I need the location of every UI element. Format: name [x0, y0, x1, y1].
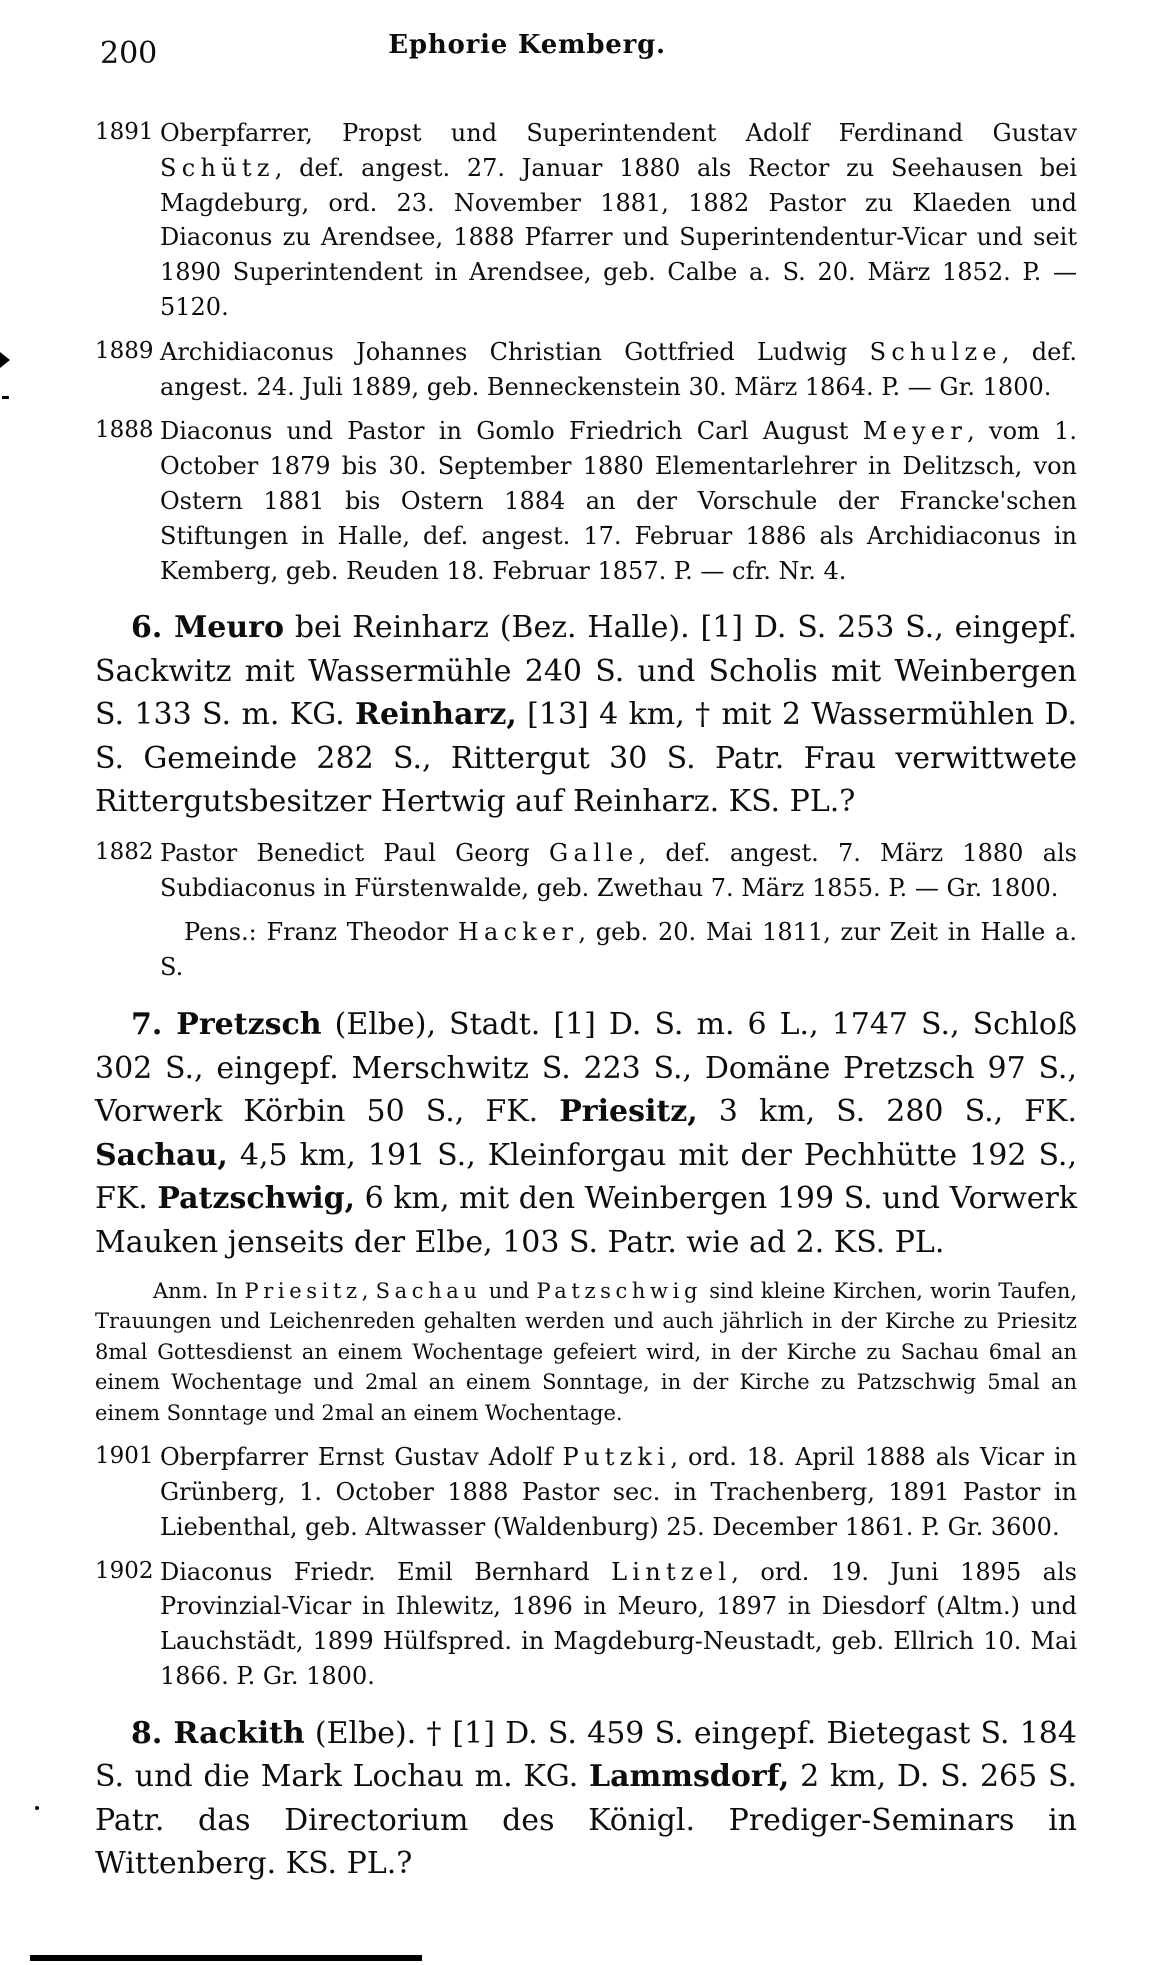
paragraph-text [160, 836, 1077, 906]
text-run: 4,5 km, 191 S., Kleinforgau mit der Pechhütte 192 S., FK. [95, 1137, 1077, 1217]
text-run: 3 km, S. 280 S., FK. [697, 1094, 1077, 1130]
parish-section-7-pretzsch [95, 1003, 1077, 1264]
entry-year: 1888 [95, 417, 154, 444]
place-name-bold: Patzschwig, [157, 1181, 356, 1217]
text-run: Diaconus und Pastor in Gomlo Friedrich Carl August [160, 417, 863, 446]
text-run: , def. angest. 27. Januar 1880 als Rector zu Seehausen bei Magdeburg, ord. 23. November 1881, 1882 Pastor zu Klaeden und Diaconus zu Arendsee, 1888 Pfarrer und Superintendentur-Vicar und seit 1890 Superintendent in Arendsee, geb. Calbe a. S. 20. März 1852. P. — 5120. [160, 153, 1077, 321]
text-run: , def. angest. 24. Juli 1889, geb. Benneckenstein 30. März 1864. P. — Gr. 1800. [160, 337, 1077, 401]
scan-artifact-margin-dash [2, 396, 9, 399]
clergy-entry-1889 [95, 335, 1077, 405]
person-name-spaced: Patzschwig [536, 1279, 703, 1304]
person-name-spaced: Priesitz [244, 1279, 362, 1304]
text-run: Oberpfarrer, Propst und Superintendent Adolf Ferdinand Gustav [160, 119, 1077, 147]
person-name-spaced: Galle [549, 838, 639, 867]
entry-year: 1891 [95, 119, 154, 145]
paragraph-text [160, 915, 1077, 985]
text-run: (Elbe), Stadt. [1] D. S. m. 6 L., 1747 S., Schloß 302 S., eingepf. Merschwitz S. 223 S., Domäne Pretzsch 97 S., Vorwerk Körbin 50 S., FK. [95, 1007, 1078, 1130]
text-run: Anm. In [153, 1279, 245, 1304]
text-run: Oberpfarrer Ernst Gustav Adolf [160, 1443, 563, 1472]
paragraph-text [95, 1712, 1077, 1886]
text-run: [13] 4 km, † mit 2 Wassermühlen D. S. Gemeinde 282 S., Rittergut 30 S. Patr. Frau verwittwete Rittergutsbesitzer Hertwig auf Reinharz. KS. PL.? [95, 697, 1077, 820]
entry-year: 1901 [95, 1443, 154, 1470]
pension-note-hacker [95, 915, 1077, 985]
person-name-spaced: Hacker [457, 918, 579, 947]
place-name-bold: Priesitz, [559, 1094, 698, 1130]
place-name-bold: Sachau, [95, 1137, 228, 1173]
text-run: Diaconus Friedr. Emil Bernhard [160, 1557, 612, 1586]
person-name-spaced: Putzki [562, 1443, 671, 1472]
text-run: , geb. 20. Mai 1811, zur Zeit in Halle a. S. [160, 918, 1077, 982]
text-run: , [361, 1279, 376, 1304]
text-run: 2 km, D. S. 265 S. Patr. das Directorium des Königl. Prediger-Seminars in Wittenberg. KS. PL.? [95, 1759, 1077, 1882]
text-run: Archidiaconus Johannes Christian Gottfried Ludwig [160, 337, 870, 366]
clergy-entry-1891 [95, 116, 1077, 325]
page-header [95, 26, 1077, 86]
paragraph-text [160, 116, 1077, 325]
person-name-spaced: Schütz [160, 153, 275, 182]
place-name-bold: 8. Rackith [131, 1715, 305, 1751]
paragraph-text [95, 1003, 1077, 1264]
paragraph-text [160, 1555, 1077, 1694]
entry-year: 1889 [95, 337, 154, 364]
place-name-bold: Reinharz, [355, 697, 517, 733]
text-run: , def. angest. 7. März 1880 als Subdiaconus in Fürstenwalde, geb. Zwethau 7. März 1855. P. — Gr. 1800. [160, 838, 1078, 902]
clergy-entry-1902 [95, 1555, 1077, 1694]
text-run: 6 km, mit den Weinbergen 199 S. und Vorwerk Mauken jenseits der Elbe, 103 S. Patr. wie ad 2. KS. PL. [95, 1181, 1077, 1260]
clergy-entry-1882 [95, 836, 1077, 906]
scan-artifact-ink-dot [35, 1806, 39, 1810]
text-run: , ord. 18. April 1888 als Vicar in Grünberg, 1. October 1888 Pastor sec. in Trachenberg, 1891 Pastor in Liebenthal, geb. Altwasser (Waldenburg) 25. December 1861. P. Gr. 3600. [160, 1443, 1077, 1541]
person-name-spaced: Schulze [869, 337, 1002, 366]
parish-section-6-meuro [95, 606, 1077, 824]
paragraph-text [160, 335, 1077, 405]
paragraph-text [160, 1440, 1077, 1544]
clergy-entry-1901 [95, 1440, 1077, 1544]
page-content [95, 116, 1077, 1886]
parish-section-8-rackith [95, 1712, 1077, 1886]
scan-artifact-bottom-bar [30, 1955, 422, 1961]
page-number: 200 [100, 36, 158, 71]
annotation-kirchen [95, 1276, 1077, 1428]
text-run: (Elbe). † [1] D. S. 459 S. eingepf. Bietegast S. 184 S. und die Mark Lochau m. KG. [95, 1715, 1077, 1795]
text-run: Pens.: Franz Theodor [184, 918, 458, 947]
person-name-spaced: Sachau [375, 1279, 482, 1304]
text-run: , vom 1. October 1879 bis 30. September 1880 Elementarlehrer in Delitzsch, von Ostern 1881 bis Ostern 1884 an der Vorschule der Francke'schen Stiftungen in Halle, def. angest. 17. Februar 1886 als Archidiaconus in Kemberg, geb. Reuden 18. Februar 1857. P. — cfr. Nr. 4. [160, 417, 1077, 585]
clergy-entry-1888 [95, 414, 1077, 588]
place-name-bold: 6. Meuro [131, 610, 284, 646]
person-name-spaced: Meyer [862, 417, 968, 446]
text-run: Pastor Benedict Paul Georg [160, 838, 550, 867]
place-name-bold: 7. Pretzsch [131, 1007, 322, 1043]
person-name-spaced: Lintzel [611, 1557, 732, 1586]
place-name-bold: Lammsdorf, [588, 1759, 790, 1795]
text-run: , ord. 19. Juni 1895 als Provinzial-Vicar in Ihlewitz, 1896 in Meuro, 1897 in Diesdorf (Altm.) und Lauchstädt, 1899 Hülfspred. in Magdeburg-Neustadt, geb. Ellrich 10. Mai 1866. P. Gr. 1800. [160, 1557, 1077, 1691]
text-run: sind kleine Kirchen, worin Taufen, Trauungen und Leichenreden gehalten werden und auch jährlich in der Kirche zu Priesitz 8mal Gottesdienst an einem Wochentage gefeiert wird, in der Kirche zu Sachau 6mal an einem Wochentage und 2mal an einem Sonntage, in der Kirche zu Patzschwig 5mal an einem Sonntage und 2mal an einem Wochentage. [95, 1279, 1078, 1425]
paragraph-text [95, 606, 1077, 824]
paragraph-text [95, 1276, 1077, 1428]
running-title: Ephorie Kemberg. [388, 30, 666, 60]
entry-year: 1882 [95, 838, 154, 865]
text-run: und [481, 1279, 537, 1304]
entry-year: 1902 [95, 1557, 154, 1584]
paragraph-text [160, 414, 1077, 588]
text-run: bei Reinharz (Bez. Halle). [1] D. S. 253 S., eingepf. Sackwitz mit Wassermühle 240 S. und Scholis mit Weinbergen S. 133 S. m. KG. [95, 610, 1077, 733]
